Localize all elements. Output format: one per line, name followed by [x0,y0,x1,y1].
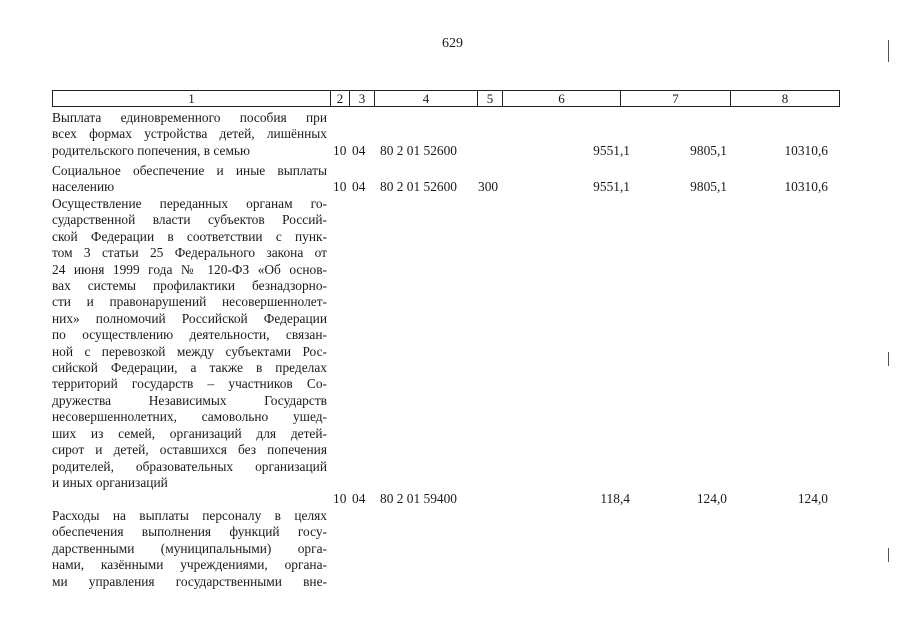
header-col-8: 8 [781,91,789,106]
row-description [52,163,327,196]
description-line: по осуществлению деятельности, связан- [52,327,327,343]
description-line: ми управления государственными вне- [52,573,327,589]
description-line: обеспечения выполнения функций госу- [52,524,327,540]
description-line: Выплата единовременного пособия при [52,110,327,125]
cell-pr: 04 [352,491,366,507]
cell-amount-col6: 9551,1 [593,179,630,195]
header-col-5: 5 [478,91,503,106]
description-line: родителей, образовательных организаций [52,458,327,474]
cell-amount-col8: 124,0 [797,491,828,507]
header-col-3: 3 [350,91,375,106]
description-line: Осуществление переданных органам го- [52,196,327,211]
row-description [52,196,327,491]
row-description [52,110,327,159]
description-line: территорий государств – участников Со- [52,376,327,392]
scan-edge-mark [888,548,889,562]
description-line: 24 июня 1999 года № 120-ФЗ «Об основ- [52,261,327,277]
description-line: ской Федерации в соответствии с пунк- [52,228,327,244]
row-description [52,508,327,590]
cell-csr: 80 2 01 52600 [380,179,457,195]
description-line: Расходы на выплаты персоналу в целях [52,508,327,523]
description-line: всех формах устройства детей, лишённых [52,126,327,142]
page-number: 629 [442,36,463,51]
description-line: нами, казёнными учреждениями, органа- [52,557,327,573]
description-line: Социальное обеспечение и иные выплаты [52,163,327,178]
cell-amount-col8: 10310,6 [784,179,828,195]
cell-rz: 10 [333,142,347,158]
description-line: дружества Независимых Государств [52,392,327,408]
cell-csr: 80 2 01 59400 [380,491,457,507]
cell-amount-col7: 9805,1 [690,179,727,195]
scan-edge-mark [888,40,889,62]
header-col-4: 4 [375,91,478,106]
cell-amount-col7: 124,0 [696,491,727,507]
description-line: дарственными (муниципальными) орга- [52,540,327,556]
cell-rz: 10 [333,491,347,507]
description-line: сударственной власти субъектов Россий- [52,212,327,228]
description-line: сти и правонарушений несовершеннолет- [52,294,327,310]
description-line: несовершеннолетних, самовольно ушед- [52,409,327,425]
scan-edge-mark [888,352,889,366]
description-line: вах системы профилактики безнадзорно- [52,278,327,294]
cell-rz: 10 [333,179,347,195]
description-line: сийской Федерации, а также в пределах [52,360,327,376]
description-line: и иных организаций [52,474,168,490]
cell-pr: 04 [352,179,366,195]
cell-vr: 300 [478,179,499,195]
header-col-2: 2 [331,91,350,106]
cell-amount-col6: 118,4 [600,491,630,507]
description-line: ной с перевозкой между субъектами Рос- [52,343,327,359]
header-col-7: 7 [621,91,731,106]
description-line: том 3 статьи 25 Федерального закона от [52,245,327,261]
header-col-1: 1 [53,91,331,106]
cell-amount-col7: 9805,1 [690,142,727,158]
cell-csr: 80 2 01 52600 [380,142,457,158]
cell-amount-col6: 9551,1 [593,142,630,158]
header-col-6: 6 [503,91,621,106]
cell-amount-col8: 10310,6 [784,142,828,158]
description-line: населению [52,179,115,195]
description-line: ших из семей, организаций для детей- [52,425,327,441]
description-line: них» полномочий Российской Федерации [52,310,327,326]
column-number-header [52,90,840,107]
cell-pr: 04 [352,142,366,158]
description-line: родительского попечения, в семью [52,142,251,158]
description-line: сирот и детей, оставшихся без попечения [52,442,327,458]
